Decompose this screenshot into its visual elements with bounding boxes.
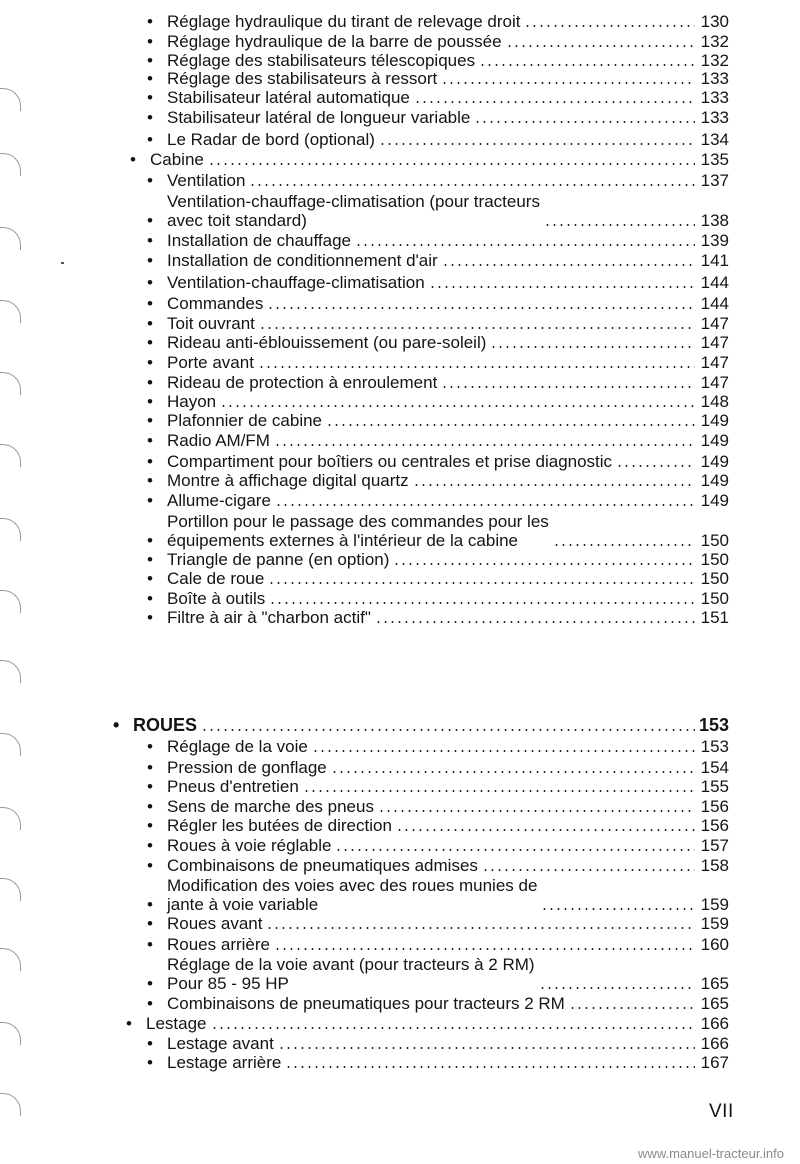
dot-leader [442, 264, 695, 266]
dot-leader [220, 405, 695, 407]
toc-entry-title: Installation de conditionnement d'air [167, 251, 438, 270]
bullet-icon: • [147, 108, 153, 127]
toc-page-number: 137 [700, 171, 729, 190]
toc-entry-title: Pneus d'entretien [167, 777, 299, 796]
dot-leader [441, 82, 695, 84]
toc-page-number: 166 [700, 1034, 729, 1053]
bullet-icon: • [147, 974, 153, 993]
toc-entry-title: Porte avant [167, 353, 254, 372]
toc-page-number: 132 [700, 32, 729, 51]
toc-entry [147, 314, 729, 333]
toc-page-number: 147 [700, 373, 729, 392]
toc-entry-title: Installation de chauffage [167, 231, 351, 250]
bullet-icon: • [147, 895, 153, 914]
bullet-icon: • [126, 1014, 132, 1033]
bullet-icon: • [147, 550, 153, 569]
toc-entry-title: Cabine [150, 150, 204, 169]
dot-leader [524, 25, 695, 27]
toc-entry [147, 876, 729, 914]
dot-leader [539, 987, 695, 989]
toc-page-number: 149 [700, 491, 729, 510]
bullet-icon: • [147, 737, 153, 756]
bullet-icon: • [147, 856, 153, 875]
toc-page-number: 153 [698, 715, 729, 735]
toc-entry-title: Compartiment pour boîtiers ou centrales et prise diagnostic [167, 452, 613, 471]
toc-entry [147, 353, 729, 372]
dot-leader [303, 790, 695, 792]
dot-leader [312, 750, 695, 752]
toc-entry [147, 955, 729, 993]
bullet-icon: • [113, 715, 120, 735]
dot-leader [541, 908, 695, 910]
dot-leader [490, 346, 695, 348]
toc-entry [147, 737, 729, 756]
dot-leader [375, 621, 695, 623]
toc-entry-title: Réglage hydraulique de la barre de poussée [167, 32, 502, 51]
toc-entry [147, 994, 729, 1013]
toc-page-number: 150 [700, 531, 729, 550]
dot-leader [544, 224, 695, 226]
toc-page-number: 139 [700, 231, 729, 250]
toc-entry [147, 32, 729, 51]
toc-entry-title: Stabilisateur latéral automatique [167, 88, 410, 107]
bullet-icon: • [147, 411, 153, 430]
toc-page-number: 149 [700, 452, 729, 471]
dot-leader [355, 244, 695, 246]
toc-page-number: 148 [700, 392, 729, 411]
toc-entry-title: Pression de gonflage [167, 758, 327, 777]
bullet-icon: • [147, 935, 153, 954]
toc-entry [147, 108, 729, 127]
toc-entry [147, 471, 729, 490]
toc-entry [147, 192, 729, 230]
toc-entry-title: Sens de marche des pneus [167, 797, 374, 816]
toc-entry [147, 411, 729, 430]
toc-entry [147, 431, 729, 450]
toc-entry-title: Rideau de protection à enroulement [167, 373, 438, 392]
toc-entry [147, 758, 729, 777]
bullet-icon: • [147, 531, 153, 550]
toc-page-number: 156 [700, 816, 729, 835]
toc-entry-title: Réglage des stabilisateurs à ressort [167, 69, 438, 88]
toc-page-number: 144 [700, 294, 729, 313]
dot-leader [269, 602, 695, 604]
dot-leader [331, 771, 695, 773]
toc-entry [147, 512, 729, 550]
toc-entry [147, 231, 729, 250]
toc-entry [147, 836, 729, 855]
toc-entry [147, 777, 729, 796]
bullet-icon: • [147, 314, 153, 333]
toc-entry-title: Ventilation [167, 171, 246, 190]
dot-leader [482, 869, 695, 871]
toc-entry-title: Lestage arrière [167, 1053, 282, 1072]
toc-entry-title: ROUES [133, 715, 198, 735]
toc-entry [147, 88, 729, 107]
bullet-icon: • [147, 294, 153, 313]
toc-page-number: 138 [700, 211, 729, 230]
toc-entry [147, 333, 729, 352]
bullet-icon: • [147, 471, 153, 490]
toc-entry-title: Réglage des stabilisateurs télescopiques [167, 51, 476, 70]
toc-page-number: 167 [700, 1053, 729, 1072]
toc-page-number: 160 [700, 935, 729, 954]
toc-entry [147, 1034, 729, 1053]
toc-entry [147, 69, 729, 88]
dot-leader [553, 544, 695, 546]
toc-entry [147, 816, 729, 835]
toc-entry [147, 491, 729, 510]
dot-leader [396, 829, 695, 831]
toc-entry [147, 914, 729, 933]
toc-entry [130, 150, 729, 169]
toc-page-number: 149 [700, 411, 729, 430]
toc-page-number: 135 [700, 150, 729, 169]
dot-leader [249, 184, 695, 186]
toc-page-number: 153 [700, 737, 729, 756]
toc-page-number: 157 [700, 836, 729, 855]
toc-entry-title: Modification des voies avec des roues munies de jante à voie variable [167, 876, 538, 914]
toc-page-number: 159 [700, 895, 729, 914]
bullet-icon: • [147, 1053, 153, 1072]
bullet-icon: • [147, 608, 153, 627]
dot-leader [326, 424, 695, 426]
dot-leader [335, 849, 695, 851]
bullet-icon: • [147, 836, 153, 855]
toc-entry [147, 51, 729, 70]
dot-leader [259, 327, 695, 329]
toc-entry [113, 716, 729, 735]
toc-entry-title: Commandes [167, 294, 264, 313]
toc-entry-title: Triangle de panne (en option) [167, 550, 390, 569]
bullet-icon: • [147, 1034, 153, 1053]
toc-entry [147, 608, 729, 627]
toc-entry-title: Le Radar de bord (optional) [167, 130, 375, 149]
toc-page-number: 149 [700, 431, 729, 450]
dot-leader [201, 729, 695, 731]
bullet-icon: • [147, 491, 153, 510]
dot-leader [258, 366, 695, 368]
bullet-icon: • [147, 251, 153, 270]
toc-page-number: 150 [700, 569, 729, 588]
dot-leader [266, 927, 695, 929]
toc-entry [147, 797, 729, 816]
toc-page-number: 147 [700, 314, 729, 333]
source-watermark-url: www.manuel-tracteur.info [638, 1146, 784, 1161]
toc-entry-title: Combinaisons de pneumatiques admises [167, 856, 478, 875]
bullet-icon: • [147, 777, 153, 796]
toc-entry [147, 452, 729, 471]
toc-page-number: 154 [700, 758, 729, 777]
toc-entry-title: Roues avant [167, 914, 263, 933]
dot-leader [378, 810, 695, 812]
toc-page-number: 147 [700, 353, 729, 372]
bullet-icon: • [147, 69, 153, 88]
toc-page-number: 158 [700, 856, 729, 875]
toc-page-number: 151 [700, 608, 729, 627]
dot-leader [441, 386, 695, 388]
bullet-icon: • [147, 211, 153, 230]
toc-page-number: 130 [700, 12, 729, 31]
toc-page-number: 133 [700, 69, 729, 88]
bullet-icon: • [147, 130, 153, 149]
dot-leader [275, 504, 695, 506]
page-folio: VII [709, 1101, 734, 1122]
toc-entry-title: Montre à affichage digital quartz [167, 471, 409, 490]
bullet-icon: • [147, 231, 153, 250]
toc-entry-title: Boîte à outils [167, 589, 266, 608]
toc-entry [126, 1014, 729, 1033]
toc-entry-title: Hayon [167, 392, 217, 411]
toc-page-number: 165 [700, 974, 729, 993]
dot-leader [285, 1066, 695, 1068]
toc-entry-title: Cale de roue [167, 569, 265, 588]
toc-entry [147, 294, 729, 313]
toc-entry-title: Ventilation-chauffage-climatisation [167, 273, 425, 292]
bullet-icon: • [147, 12, 153, 31]
dot-leader [413, 484, 695, 486]
bullet-icon: • [147, 569, 153, 588]
dot-leader [211, 1027, 696, 1029]
toc-page-number: 134 [700, 130, 729, 149]
toc-entry-title: Radio AM/FM [167, 431, 270, 450]
toc-entry [147, 935, 729, 954]
toc-entry-title: Allume-cigare [167, 491, 271, 510]
bullet-icon: • [147, 758, 153, 777]
toc-entry-title: Roues à voie réglable [167, 836, 332, 855]
toc-page-number: 155 [700, 777, 729, 796]
toc-entry-title: Régler les butées de direction [167, 816, 392, 835]
toc-entry-title: Rideau anti-éblouissement (ou pare-soleil) [167, 333, 487, 352]
dot-leader [268, 582, 695, 584]
toc-entry [147, 273, 729, 292]
dot-leader [267, 307, 695, 309]
bullet-icon: • [147, 994, 153, 1013]
toc-page-number: 133 [700, 88, 729, 107]
dot-leader [616, 465, 695, 467]
toc-entry [147, 373, 729, 392]
toc-entry [147, 569, 729, 588]
bullet-icon: • [147, 32, 153, 51]
toc-entry-title: Réglage hydraulique du tirant de relevage droit [167, 12, 521, 31]
toc-page-number: 165 [700, 994, 729, 1013]
bullet-icon: • [147, 431, 153, 450]
toc-entry [147, 130, 729, 149]
dot-leader [479, 64, 695, 66]
dot-leader [569, 1007, 695, 1009]
toc-page-number: 150 [700, 550, 729, 569]
toc-page-number: 149 [700, 471, 729, 490]
toc-page-number: 141 [700, 251, 729, 270]
dot-leader [274, 948, 695, 950]
toc-entry [147, 550, 729, 569]
toc-entry-title: Filtre à air à "charbon actif" [167, 608, 371, 627]
toc-entry [147, 1053, 729, 1072]
bullet-icon: • [147, 333, 153, 352]
bullet-icon: • [147, 797, 153, 816]
bullet-icon: • [147, 392, 153, 411]
dot-leader [379, 143, 695, 145]
toc-entry [147, 251, 729, 270]
dot-leader [274, 444, 695, 446]
dot-leader [506, 45, 695, 47]
bullet-icon: • [147, 353, 153, 372]
toc-entry [147, 171, 729, 190]
dot-leader [474, 121, 695, 123]
toc-page-number: 150 [700, 589, 729, 608]
bullet-icon: • [147, 51, 153, 70]
bullet-icon: • [130, 150, 136, 169]
toc-page-number: 144 [700, 273, 729, 292]
toc-entry-title: Réglage de la voie avant (pour tracteurs à 2 RM) Pour 85 - 95 HP [167, 955, 535, 993]
dot-leader [278, 1047, 695, 1049]
toc-page-number: 133 [700, 108, 729, 127]
toc-entry-title: Toit ouvrant [167, 314, 255, 333]
toc-entry [147, 856, 729, 875]
bullet-icon: • [147, 816, 153, 835]
toc-entry-title: Lestage [146, 1014, 207, 1033]
toc-page-number: 147 [700, 333, 729, 352]
toc-entry-title: Ventilation-chauffage-climatisation (pour tracteurs avec toit standard) [167, 192, 540, 230]
toc-entry-title: Portillon pour le passage des commandes pour les équipements externes à l'intérieur de la cabine [167, 512, 549, 550]
bullet-icon: • [147, 273, 153, 292]
toc-page-number: 132 [700, 51, 729, 70]
bullet-icon: • [147, 171, 153, 190]
bullet-icon: • [147, 914, 153, 933]
toc-entry [147, 392, 729, 411]
bullet-icon: • [147, 452, 153, 471]
toc-entry-title: Stabilisateur latéral de longueur variable [167, 108, 471, 127]
toc-entry-title: Roues arrière [167, 935, 270, 954]
toc-page-number: 166 [700, 1014, 729, 1033]
toc-entry-title: Combinaisons de pneumatiques pour tracteurs 2 RM [167, 994, 565, 1013]
bullet-icon: • [147, 373, 153, 392]
bullet-icon: • [147, 589, 153, 608]
dot-leader [208, 163, 695, 165]
dot-leader [414, 101, 695, 103]
toc-entry [147, 589, 729, 608]
toc-entry-title: Réglage de la voie [167, 737, 308, 756]
dot-leader [429, 286, 695, 288]
toc-entry [147, 12, 729, 31]
toc-entry-title: Lestage avant [167, 1034, 274, 1053]
toc-page-number: 156 [700, 797, 729, 816]
dot-leader [393, 563, 695, 565]
bullet-icon: • [147, 88, 153, 107]
toc-page-number: 159 [700, 914, 729, 933]
toc-entry-title: Plafonnier de cabine [167, 411, 323, 430]
